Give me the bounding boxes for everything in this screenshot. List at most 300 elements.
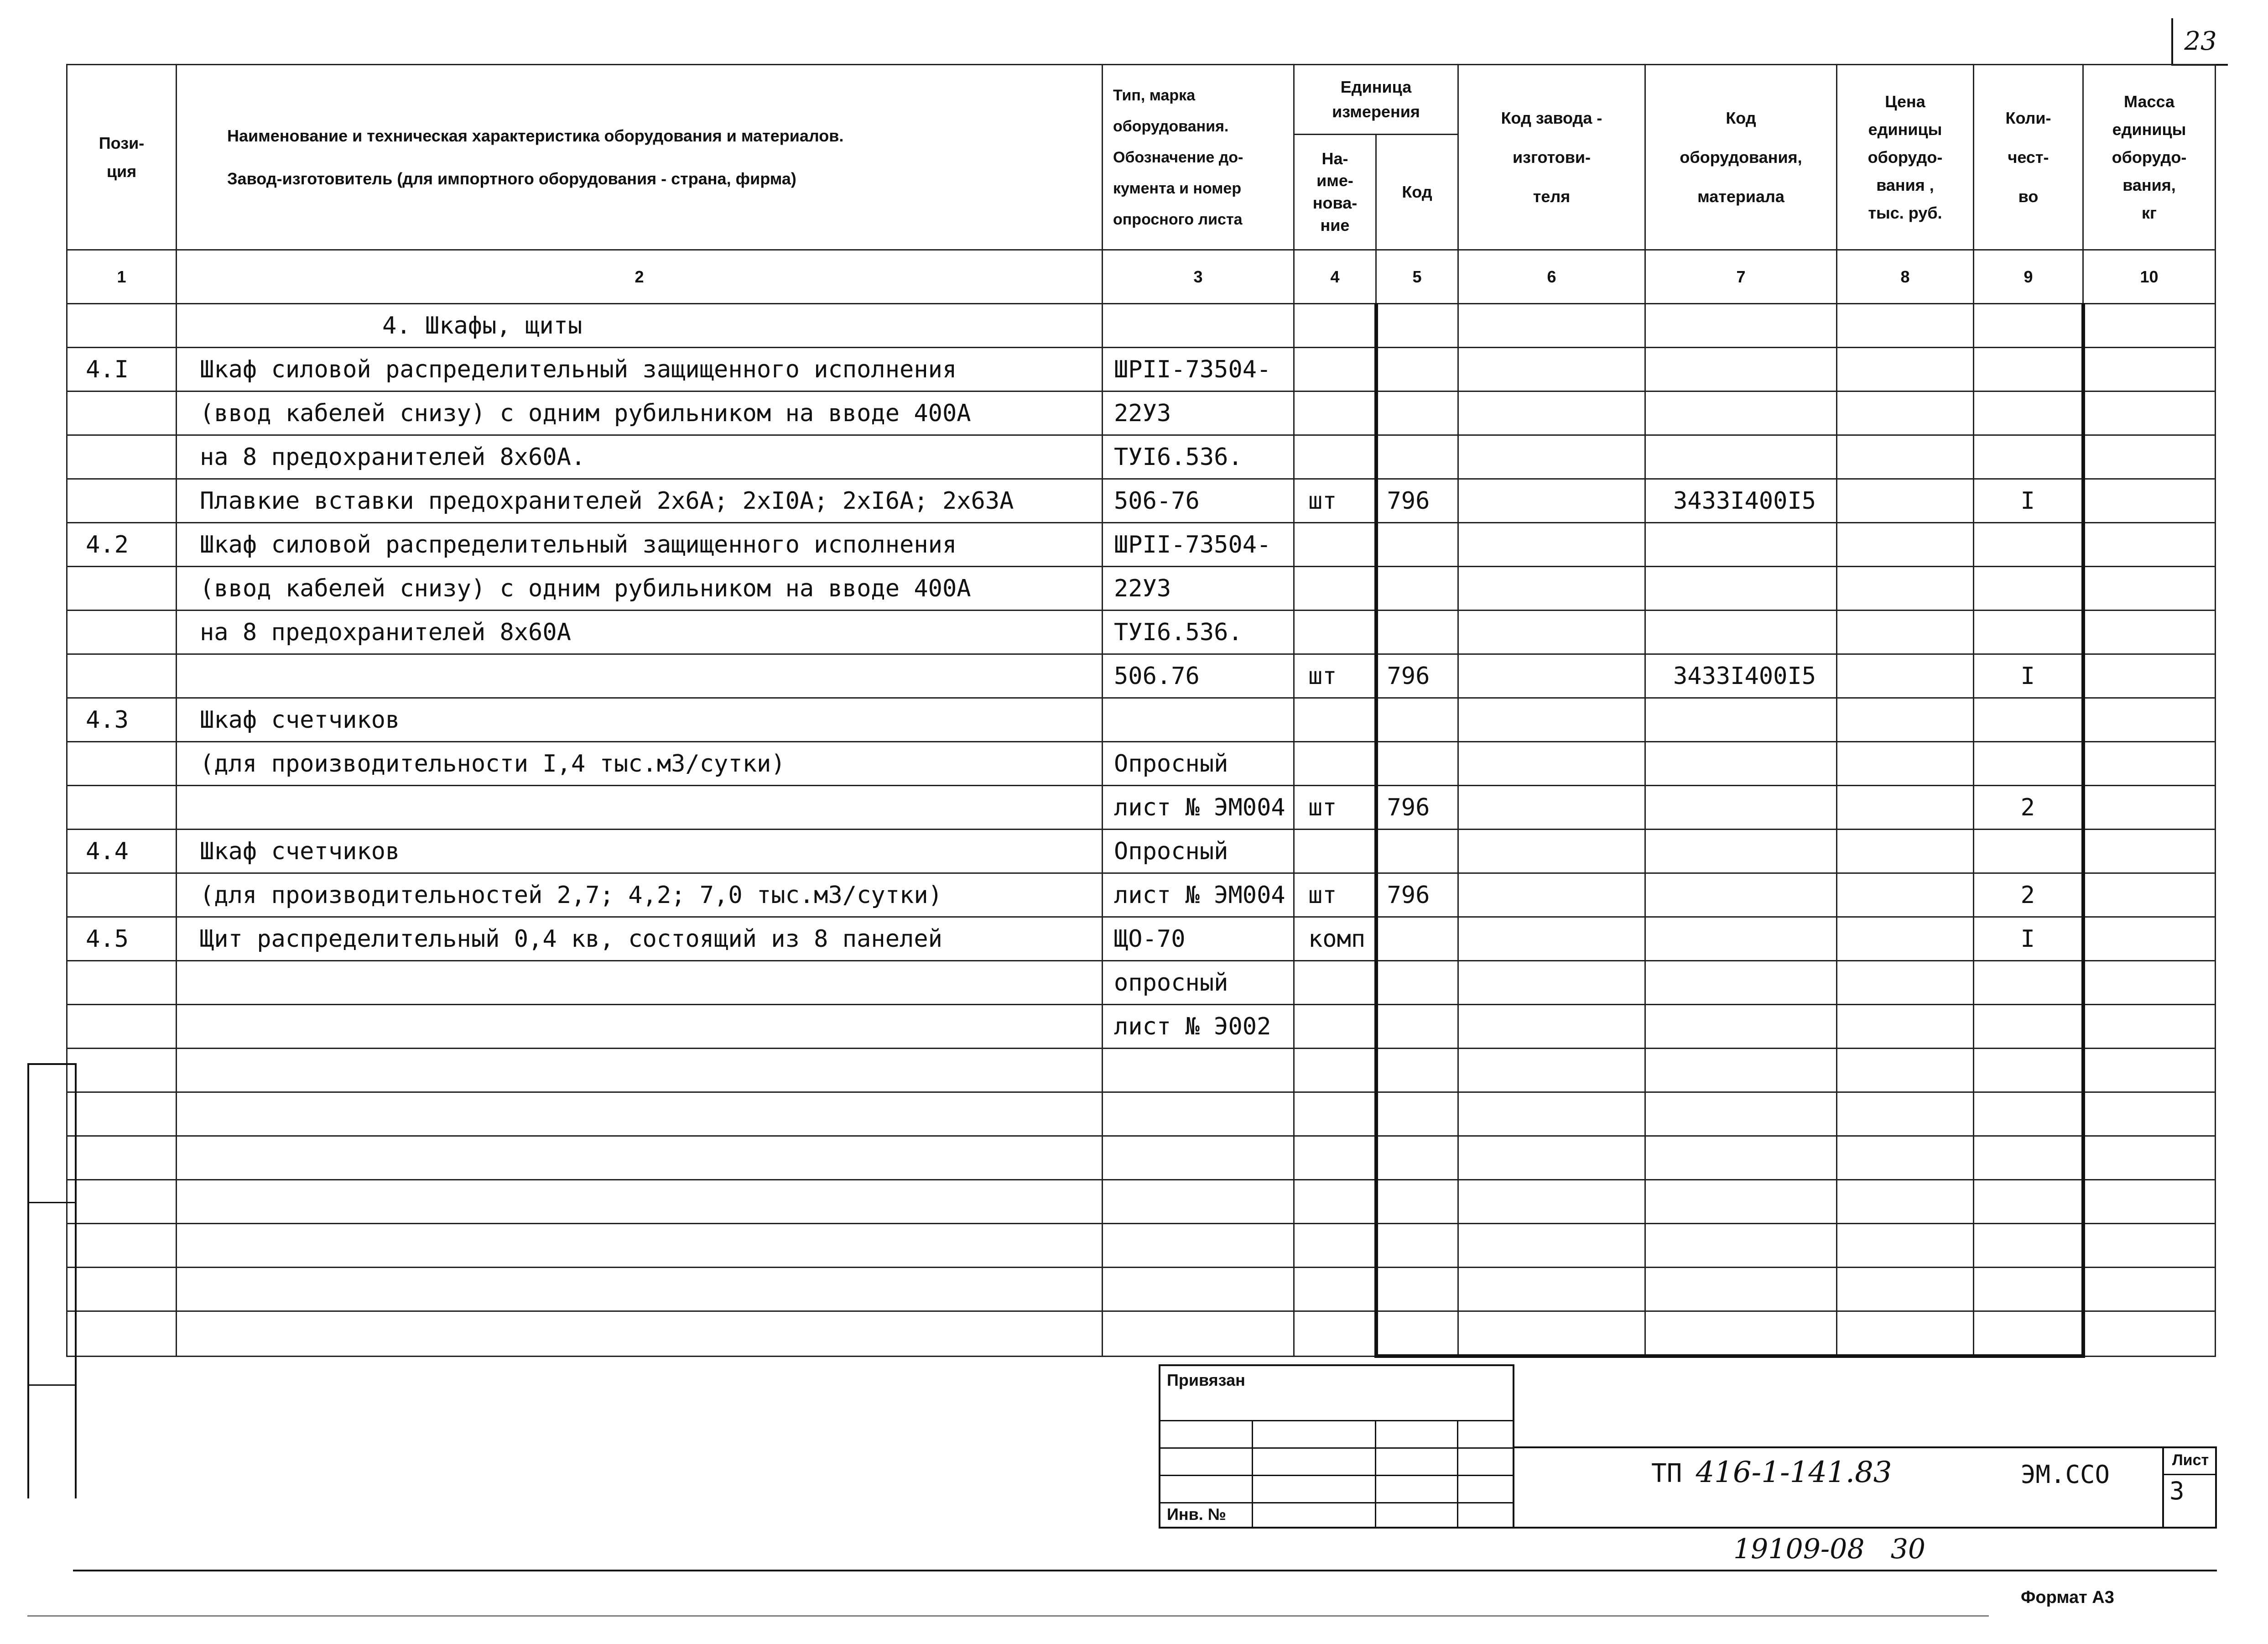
- name-cell: Шкаф силовой распределительный защищенного исполнения: [177, 348, 1103, 391]
- table-row: [67, 786, 2216, 830]
- price-cell: [1837, 348, 1974, 391]
- table-row: [67, 1268, 2216, 1311]
- type-cell: лист № Э002: [1103, 1005, 1294, 1049]
- unit-code-cell: [1376, 1311, 1458, 1357]
- equipment-code-cell: [1645, 611, 1837, 654]
- equipment-code-cell: [1645, 435, 1837, 479]
- type-cell: ЩО-70: [1103, 917, 1294, 961]
- table-row: [67, 830, 2216, 873]
- type-cell: ТУI6.536.: [1103, 435, 1294, 479]
- header-mass: Масса единицы оборудо- вания, кг: [2083, 65, 2216, 250]
- type-cell: [1103, 1049, 1294, 1092]
- price-cell: [1837, 1180, 1974, 1224]
- header-quantity: Коли- чест- во: [1974, 65, 2083, 250]
- column-number: 1: [67, 250, 177, 304]
- binding-divider: [29, 1384, 75, 1386]
- type-cell: [1103, 1092, 1294, 1136]
- price-cell: [1837, 786, 1974, 830]
- trim-line: [27, 1615, 1989, 1617]
- equipment-code-cell: [1645, 1092, 1837, 1136]
- price-cell: [1837, 1049, 1974, 1092]
- factory-code-cell: [1458, 435, 1645, 479]
- factory-code-cell: [1458, 1136, 1645, 1180]
- type-cell: Опросный: [1103, 742, 1294, 786]
- quantity-cell: I: [1974, 917, 2083, 961]
- factory-code-cell: [1458, 479, 1645, 523]
- factory-code-cell: [1458, 1311, 1645, 1357]
- unit-name-cell: [1294, 1136, 1376, 1180]
- unit-name-cell: [1294, 523, 1376, 567]
- column-number: 9: [1974, 250, 2083, 304]
- type-cell: [1103, 698, 1294, 742]
- unit-code-cell: [1376, 1092, 1458, 1136]
- table-row: [67, 523, 2216, 567]
- mass-cell: [2083, 523, 2216, 567]
- position-cell: [67, 1311, 177, 1357]
- factory-code-cell: [1458, 391, 1645, 435]
- mass-cell: [2083, 479, 2216, 523]
- mass-cell: [2083, 567, 2216, 611]
- table-row: [67, 1180, 2216, 1224]
- price-cell: [1837, 1311, 1974, 1357]
- table-row: [67, 1136, 2216, 1180]
- table-row: [67, 567, 2216, 611]
- price-cell: [1837, 873, 1974, 917]
- factory-code-cell: [1458, 1092, 1645, 1136]
- table-row: [67, 391, 2216, 435]
- mass-cell: [2083, 1136, 2216, 1180]
- name-cell: (ввод кабелей снизу) с одним рубильником на вводе 400А: [177, 391, 1103, 435]
- unit-code-cell: [1376, 611, 1458, 654]
- equipment-code-cell: [1645, 917, 1837, 961]
- factory-code-cell: [1458, 523, 1645, 567]
- equipment-code-cell: [1645, 391, 1837, 435]
- type-cell: ТУI6.536.: [1103, 611, 1294, 654]
- quantity-cell: [1974, 1092, 2083, 1136]
- unit-name-cell: шт: [1294, 873, 1376, 917]
- equipment-code-cell: [1645, 1049, 1837, 1092]
- type-cell: 22У3: [1103, 567, 1294, 611]
- position-cell: 4.4: [67, 830, 177, 873]
- quantity-cell: [1974, 1049, 2083, 1092]
- unit-name-cell: шт: [1294, 786, 1376, 830]
- name-cell: на 8 предохранителей 8х60А: [177, 611, 1103, 654]
- position-cell: [67, 1224, 177, 1268]
- unit-name-cell: [1294, 698, 1376, 742]
- name-cell: Шкаф счетчиков: [177, 830, 1103, 873]
- price-cell: [1837, 1005, 1974, 1049]
- privyazan-label: Привязан: [1167, 1371, 1245, 1389]
- binding-field: [27, 1063, 77, 1498]
- factory-code-cell: [1458, 1005, 1645, 1049]
- table-row: [67, 654, 2216, 698]
- name-cell: (для производительности I,4 тыс.м3/сутки): [177, 742, 1103, 786]
- mass-cell: [2083, 1311, 2216, 1357]
- unit-code-cell: [1376, 348, 1458, 391]
- table-row: [67, 1311, 2216, 1357]
- mass-cell: [2083, 1268, 2216, 1311]
- factory-code-cell: [1458, 786, 1645, 830]
- unit-code-cell: 796: [1376, 479, 1458, 523]
- mass-cell: [2083, 304, 2216, 348]
- quantity-cell: [1974, 830, 2083, 873]
- header-unit-name: На- име- нова- ние: [1294, 135, 1376, 250]
- mass-cell: [2083, 348, 2216, 391]
- factory-code-cell: [1458, 698, 1645, 742]
- price-cell: [1837, 1268, 1974, 1311]
- unit-code-cell: [1376, 830, 1458, 873]
- unit-name-cell: [1294, 1268, 1376, 1311]
- type-cell: ШРII-73504-: [1103, 523, 1294, 567]
- type-cell: 506-76: [1103, 479, 1294, 523]
- unit-code-cell: [1376, 391, 1458, 435]
- table-row: [67, 698, 2216, 742]
- column-number: 7: [1645, 250, 1837, 304]
- unit-name-cell: [1294, 567, 1376, 611]
- specification-table: [66, 64, 2216, 1358]
- position-cell: [67, 479, 177, 523]
- table-row: [67, 1005, 2216, 1049]
- quantity-cell: [1974, 1180, 2083, 1224]
- stamp-vline: [1252, 1421, 1253, 1527]
- name-cell: [177, 1224, 1103, 1268]
- position-cell: [67, 1092, 177, 1136]
- type-cell: опросный: [1103, 961, 1294, 1005]
- position-cell: [67, 1268, 177, 1311]
- quantity-cell: I: [1974, 654, 2083, 698]
- paper-format: Формат А3: [2021, 1588, 2114, 1607]
- mass-cell: [2083, 961, 2216, 1005]
- factory-code-cell: [1458, 873, 1645, 917]
- type-cell: Опросный: [1103, 830, 1294, 873]
- header-price: Цена единицы оборудо- вания , тыс. руб.: [1837, 65, 1974, 250]
- unit-code-cell: [1376, 698, 1458, 742]
- name-cell: [177, 786, 1103, 830]
- column-number: 6: [1458, 250, 1645, 304]
- unit-code-cell: [1376, 435, 1458, 479]
- equipment-code-cell: 3433I400I5: [1645, 479, 1837, 523]
- mass-cell: [2083, 1005, 2216, 1049]
- column-number: 8: [1837, 250, 1974, 304]
- factory-code-cell: [1458, 917, 1645, 961]
- unit-code-cell: 796: [1376, 786, 1458, 830]
- unit-code-cell: [1376, 1224, 1458, 1268]
- name-cell: Щит распределительный 0,4 кв, состоящий из 8 панелей: [177, 917, 1103, 961]
- mass-cell: [2083, 1180, 2216, 1224]
- name-cell: [177, 1311, 1103, 1357]
- quantity-cell: [1974, 435, 2083, 479]
- price-cell: [1837, 961, 1974, 1005]
- name-cell: 4. Шкафы, щиты: [177, 304, 1103, 348]
- position-cell: 4.I: [67, 348, 177, 391]
- position-cell: [67, 1180, 177, 1224]
- factory-code-cell: [1458, 348, 1645, 391]
- stamp-vline: [1457, 1421, 1458, 1527]
- mass-cell: [2083, 1049, 2216, 1092]
- document-mark: ЭМ.ССО: [2021, 1460, 2110, 1489]
- type-cell: [1103, 1136, 1294, 1180]
- position-cell: [67, 435, 177, 479]
- unit-name-cell: [1294, 611, 1376, 654]
- position-cell: [67, 742, 177, 786]
- unit-code-cell: 796: [1376, 873, 1458, 917]
- price-cell: [1837, 1224, 1974, 1268]
- unit-name-cell: [1294, 1092, 1376, 1136]
- inventory-number: 19109-08 30: [1733, 1533, 1926, 1565]
- equipment-code-cell: [1645, 698, 1837, 742]
- unit-code-cell: [1376, 1005, 1458, 1049]
- factory-code-cell: [1458, 1180, 1645, 1224]
- name-cell: Шкаф силовой распределительный защищенного исполнения: [177, 523, 1103, 567]
- table-row: [67, 1049, 2216, 1092]
- name-cell: на 8 предохранителей 8х60А.: [177, 435, 1103, 479]
- equipment-code-cell: [1645, 1180, 1837, 1224]
- price-cell: [1837, 917, 1974, 961]
- unit-code-cell: [1376, 961, 1458, 1005]
- type-cell: лист № ЭМ004: [1103, 786, 1294, 830]
- unit-name-cell: [1294, 1049, 1376, 1092]
- unit-name-cell: [1294, 391, 1376, 435]
- column-number: 4: [1294, 250, 1376, 304]
- table-row: [67, 1092, 2216, 1136]
- unit-name-cell: [1294, 1005, 1376, 1049]
- position-cell: [67, 304, 177, 348]
- equipment-code-cell: [1645, 961, 1837, 1005]
- equipment-code-cell: [1645, 1224, 1837, 1268]
- unit-code-cell: [1376, 742, 1458, 786]
- equipment-code-cell: [1645, 873, 1837, 917]
- price-cell: [1837, 1092, 1974, 1136]
- table-row: [67, 348, 2216, 391]
- equipment-code-cell: [1645, 567, 1837, 611]
- unit-name-cell: [1294, 742, 1376, 786]
- mass-cell: [2083, 786, 2216, 830]
- quantity-cell: [1974, 961, 2083, 1005]
- name-cell: [177, 1268, 1103, 1311]
- unit-name-cell: [1294, 304, 1376, 348]
- mass-cell: [2083, 917, 2216, 961]
- column-number: 10: [2083, 250, 2216, 304]
- column-numbers-row: [67, 250, 2216, 304]
- unit-code-cell: [1376, 567, 1458, 611]
- quantity-cell: [1974, 1268, 2083, 1311]
- unit-code-cell: [1376, 1049, 1458, 1092]
- factory-code-cell: [1458, 654, 1645, 698]
- unit-code-cell: [1376, 1180, 1458, 1224]
- price-cell: [1837, 698, 1974, 742]
- document-number: 416-1-141.83: [1696, 1456, 1892, 1489]
- quantity-cell: [1974, 611, 2083, 654]
- unit-code-cell: 796: [1376, 654, 1458, 698]
- mass-cell: [2083, 1092, 2216, 1136]
- equipment-code-cell: [1645, 1268, 1837, 1311]
- price-cell: [1837, 1136, 1974, 1180]
- header-name: [177, 65, 1103, 250]
- stamp-vline: [1375, 1421, 1376, 1527]
- column-number: 5: [1376, 250, 1458, 304]
- unit-name-cell: комп: [1294, 917, 1376, 961]
- stamp-line: [1160, 1475, 1513, 1476]
- equipment-code-cell: [1645, 304, 1837, 348]
- type-cell: [1103, 1268, 1294, 1311]
- title-block: [1159, 1364, 2217, 1529]
- name-cell: [177, 1049, 1103, 1092]
- factory-code-cell: [1458, 961, 1645, 1005]
- type-cell: 506.76: [1103, 654, 1294, 698]
- header-factory-code: Код завода - изготови- теля: [1458, 65, 1645, 250]
- price-cell: [1837, 435, 1974, 479]
- equipment-code-cell: 3433I400I5: [1645, 654, 1837, 698]
- type-cell: [1103, 304, 1294, 348]
- name-cell: [177, 961, 1103, 1005]
- table-row: [67, 1224, 2216, 1268]
- position-cell: [67, 961, 177, 1005]
- header-name-line1: Наименование и техническая характеристика оборудования и материалов.: [227, 126, 844, 145]
- price-cell: [1837, 391, 1974, 435]
- price-cell: [1837, 567, 1974, 611]
- type-cell: 22У3: [1103, 391, 1294, 435]
- quantity-cell: 2: [1974, 786, 2083, 830]
- stamp-line: [1160, 1447, 1513, 1449]
- price-cell: [1837, 830, 1974, 873]
- quantity-cell: [1974, 304, 2083, 348]
- price-cell: [1837, 654, 1974, 698]
- table-row: [67, 742, 2216, 786]
- unit-name-cell: [1294, 1311, 1376, 1357]
- equipment-code-cell: [1645, 786, 1837, 830]
- table-row: [67, 304, 2216, 348]
- quantity-cell: [1974, 391, 2083, 435]
- position-cell: [67, 786, 177, 830]
- price-cell: [1837, 304, 1974, 348]
- name-cell: [177, 1005, 1103, 1049]
- factory-code-cell: [1458, 304, 1645, 348]
- quantity-cell: [1974, 742, 2083, 786]
- equipment-code-cell: [1645, 742, 1837, 786]
- mass-cell: [2083, 435, 2216, 479]
- unit-name-cell: [1294, 1180, 1376, 1224]
- factory-code-cell: [1458, 1268, 1645, 1311]
- unit-code-cell: [1376, 304, 1458, 348]
- inventory-label: Инв. №: [1167, 1505, 1226, 1524]
- table-row: [67, 873, 2216, 917]
- type-cell: лист № ЭМ004: [1103, 873, 1294, 917]
- stamp-line: [1160, 1502, 1513, 1503]
- sheet-box: [2162, 1446, 2217, 1529]
- column-number: 3: [1103, 250, 1294, 304]
- unit-code-cell: [1376, 1268, 1458, 1311]
- type-cell: [1103, 1311, 1294, 1357]
- factory-code-cell: [1458, 611, 1645, 654]
- price-cell: [1837, 742, 1974, 786]
- unit-name-cell: [1294, 435, 1376, 479]
- quantity-cell: [1974, 1311, 2083, 1357]
- mass-cell: [2083, 611, 2216, 654]
- position-cell: [67, 1136, 177, 1180]
- position-cell: [67, 1049, 177, 1092]
- price-cell: [1837, 611, 1974, 654]
- document-prefix: ТП: [1651, 1459, 1682, 1488]
- privyazan-box: [1159, 1364, 1514, 1529]
- mass-cell: [2083, 698, 2216, 742]
- header-name-line2: Завод-изготовитель (для импортного оборудования - страна, фирма): [227, 169, 796, 188]
- position-cell: [67, 611, 177, 654]
- header-equipment-code: Код оборудования, материала: [1645, 65, 1837, 250]
- stamp-line: [1160, 1420, 1513, 1421]
- equipment-code-cell: [1645, 348, 1837, 391]
- position-cell: [67, 1005, 177, 1049]
- position-cell: [67, 873, 177, 917]
- mass-cell: [2083, 873, 2216, 917]
- factory-code-cell: [1458, 742, 1645, 786]
- mass-cell: [2083, 391, 2216, 435]
- header-unit-group: Единица измерения: [1294, 65, 1458, 135]
- header-type: Тип, марка оборудования. Обозначение до- кумента и номер опросного листа: [1103, 65, 1294, 250]
- unit-code-cell: [1376, 917, 1458, 961]
- name-cell: [177, 654, 1103, 698]
- type-cell: [1103, 1180, 1294, 1224]
- quantity-cell: [1974, 1224, 2083, 1268]
- quantity-cell: [1974, 523, 2083, 567]
- position-cell: 4.5: [67, 917, 177, 961]
- mass-cell: [2083, 654, 2216, 698]
- factory-code-cell: [1458, 567, 1645, 611]
- position-cell: 4.2: [67, 523, 177, 567]
- header-unit-code: Код: [1376, 135, 1458, 250]
- name-cell: (ввод кабелей снизу) с одним рубильником на вводе 400А: [177, 567, 1103, 611]
- table-row: [67, 961, 2216, 1005]
- mass-cell: [2083, 830, 2216, 873]
- quantity-cell: [1974, 1005, 2083, 1049]
- quantity-cell: [1974, 348, 2083, 391]
- factory-code-cell: [1458, 830, 1645, 873]
- unit-name-cell: [1294, 961, 1376, 1005]
- factory-code-cell: [1458, 1224, 1645, 1268]
- unit-name-cell: [1294, 830, 1376, 873]
- equipment-code-cell: [1645, 1311, 1837, 1357]
- document-code: [1651, 1456, 1892, 1489]
- quantity-cell: [1974, 698, 2083, 742]
- name-cell: Плавкие вставки предохранителей 2х6А; 2хI0А; 2хI6А; 2х63А: [177, 479, 1103, 523]
- table-row: [67, 479, 2216, 523]
- quantity-cell: [1974, 567, 2083, 611]
- mass-cell: [2083, 1224, 2216, 1268]
- unit-code-cell: [1376, 523, 1458, 567]
- equipment-code-cell: [1645, 1005, 1837, 1049]
- type-cell: [1103, 1224, 1294, 1268]
- header-position: Пози- ция: [67, 65, 177, 250]
- factory-code-cell: [1458, 1049, 1645, 1092]
- type-cell: ШРII-73504-: [1103, 348, 1294, 391]
- mass-cell: [2083, 742, 2216, 786]
- name-cell: [177, 1180, 1103, 1224]
- quantity-cell: I: [1974, 479, 2083, 523]
- unit-name-cell: [1294, 1224, 1376, 1268]
- name-cell: [177, 1136, 1103, 1180]
- equipment-code-cell: [1645, 1136, 1837, 1180]
- name-cell: Шкаф счетчиков: [177, 698, 1103, 742]
- equipment-code-cell: [1645, 523, 1837, 567]
- table-row: [67, 917, 2216, 961]
- bottom-border: [73, 1570, 2217, 1571]
- unit-code-cell: [1376, 1136, 1458, 1180]
- column-number: 2: [177, 250, 1103, 304]
- unit-name-cell: [1294, 348, 1376, 391]
- position-cell: [67, 654, 177, 698]
- sheet-value: 3: [2169, 1477, 2185, 1505]
- quantity-cell: [1974, 1136, 2083, 1180]
- name-cell: (для производительностей 2,7; 4,2; 7,0 тыс.м3/сутки): [177, 873, 1103, 917]
